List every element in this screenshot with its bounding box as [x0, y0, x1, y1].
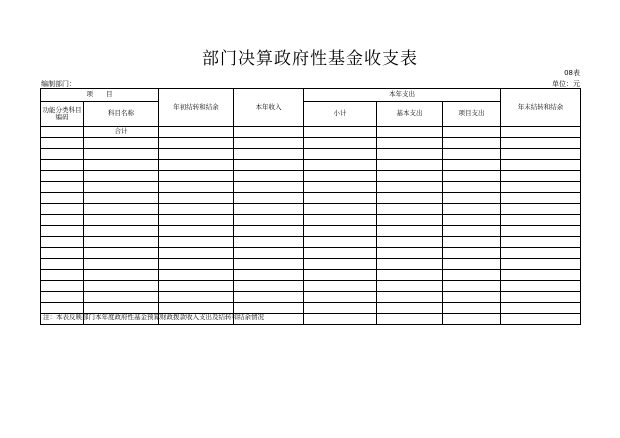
table-cell — [377, 149, 443, 160]
table-cell — [84, 237, 159, 248]
table-cell — [41, 292, 84, 303]
table-cell — [377, 303, 443, 314]
table-cell — [443, 270, 501, 281]
table-cell — [159, 226, 234, 237]
table-row — [41, 182, 581, 193]
table-cell — [234, 182, 304, 193]
table-cell — [84, 292, 159, 303]
table-row — [41, 270, 581, 281]
table-cell — [84, 281, 159, 292]
table-cell — [443, 160, 501, 171]
table-row — [41, 237, 581, 248]
table-cell — [41, 281, 84, 292]
table-cell — [443, 193, 501, 204]
table-cell — [159, 193, 234, 204]
table-cell — [304, 204, 377, 215]
table-cell — [501, 127, 581, 138]
table-cell — [84, 160, 159, 171]
table-cell — [501, 138, 581, 149]
table-cell — [159, 237, 234, 248]
table-cell — [41, 270, 84, 281]
table-cell — [443, 138, 501, 149]
table-cell — [84, 182, 159, 193]
table-cell — [377, 259, 443, 270]
table-cell — [234, 193, 304, 204]
table-cell — [377, 204, 443, 215]
table-cell — [377, 248, 443, 259]
table-cell — [84, 193, 159, 204]
table-row — [41, 149, 581, 160]
table-cell — [501, 193, 581, 204]
table-cell — [377, 160, 443, 171]
table-cell — [234, 127, 304, 138]
table-cell — [41, 226, 84, 237]
table-cell — [41, 204, 84, 215]
table-cell — [377, 138, 443, 149]
header-row-1 — [41, 89, 581, 102]
table-cell — [84, 226, 159, 237]
table-cell — [377, 281, 443, 292]
table-row — [41, 226, 581, 237]
table-row — [41, 281, 581, 292]
header-subtotal: 小计 — [304, 102, 377, 127]
table-cell — [443, 281, 501, 292]
table-cell — [377, 237, 443, 248]
table-cell — [377, 215, 443, 226]
table-cell — [159, 215, 234, 226]
table-cell — [443, 259, 501, 270]
table-cell — [159, 259, 234, 270]
table-cell — [443, 314, 501, 325]
table-cell — [159, 248, 234, 259]
table-cell — [84, 248, 159, 259]
table-cell — [159, 182, 234, 193]
table-cell — [501, 160, 581, 171]
table-cell — [501, 149, 581, 160]
table-cell — [443, 171, 501, 182]
table-cell — [234, 270, 304, 281]
table-cell — [84, 171, 159, 182]
table-cell — [501, 237, 581, 248]
header-project-exp: 项目支出 — [443, 102, 501, 127]
table-cell — [234, 237, 304, 248]
table-cell — [234, 138, 304, 149]
table-row — [41, 193, 581, 204]
table-cell — [501, 226, 581, 237]
table-row — [41, 215, 581, 226]
table-cell — [41, 160, 84, 171]
table-cell — [501, 204, 581, 215]
table-row — [41, 171, 581, 182]
table-cell — [234, 248, 304, 259]
table-cell — [41, 182, 84, 193]
table-cell — [443, 215, 501, 226]
table-row — [41, 138, 581, 149]
table-cell — [159, 127, 234, 138]
table-cell — [377, 226, 443, 237]
header-subject-name: 科目名称 — [84, 102, 159, 127]
table-cell — [443, 204, 501, 215]
table-cell — [41, 127, 84, 138]
table-cell — [377, 292, 443, 303]
table-cell — [41, 171, 84, 182]
table-cell — [234, 226, 304, 237]
table-cell — [84, 270, 159, 281]
table-cell — [443, 303, 501, 314]
table-row — [41, 248, 581, 259]
table-cell — [443, 226, 501, 237]
table-cell — [304, 138, 377, 149]
fund-table — [40, 88, 581, 325]
table-cell — [501, 215, 581, 226]
table-cell — [159, 138, 234, 149]
table-cell — [501, 270, 581, 281]
table-cell — [377, 314, 443, 325]
table-cell — [304, 193, 377, 204]
header-opening-balance: 年初结转和结余 — [159, 89, 234, 127]
table-row — [41, 160, 581, 171]
header-basic-exp: 基本支出 — [377, 102, 443, 127]
table-cell — [41, 259, 84, 270]
table-cell — [304, 314, 377, 325]
table-cell — [377, 270, 443, 281]
page-title: 部门决算政府性基金收支表 — [202, 49, 418, 69]
table-cell — [501, 171, 581, 182]
table-cell — [501, 259, 581, 270]
table-cell — [304, 171, 377, 182]
table-cell — [304, 292, 377, 303]
table-cell — [234, 215, 304, 226]
table-cell — [159, 292, 234, 303]
table-cell — [377, 182, 443, 193]
table-cell — [159, 149, 234, 160]
table-cell — [84, 138, 159, 149]
table-cell — [304, 303, 377, 314]
table-cell — [443, 127, 501, 138]
table-cell — [41, 215, 84, 226]
table-cell — [304, 259, 377, 270]
table-cell — [443, 248, 501, 259]
table-cell — [41, 138, 84, 149]
header-row-2 — [41, 102, 581, 127]
table-row — [41, 292, 581, 303]
table-cell — [377, 171, 443, 182]
table-cell — [304, 248, 377, 259]
table-cell — [501, 182, 581, 193]
table-cell — [377, 127, 443, 138]
table-cell — [443, 237, 501, 248]
table-cell — [234, 281, 304, 292]
table-cell — [41, 149, 84, 160]
table-cell — [234, 292, 304, 303]
table-cell — [304, 270, 377, 281]
table-cell — [501, 248, 581, 259]
table-cell — [443, 292, 501, 303]
table-cell — [377, 193, 443, 204]
table-cell — [159, 171, 234, 182]
table-cell — [234, 259, 304, 270]
table-cell — [443, 149, 501, 160]
department-label: 编制部门： — [41, 80, 76, 88]
header-income: 本年收入 — [234, 89, 304, 127]
table-cell — [304, 182, 377, 193]
table-cell: 合计 — [84, 127, 159, 138]
table-cell — [159, 270, 234, 281]
table-number: 08表 — [564, 69, 580, 77]
header-expenditure: 本年支出 — [304, 89, 501, 102]
table-cell — [84, 204, 159, 215]
header-closing-balance: 年末结转和结余 — [501, 89, 581, 127]
table-cell — [304, 226, 377, 237]
table-cell — [234, 149, 304, 160]
table-cell — [41, 248, 84, 259]
header-item: 项 目 — [41, 89, 159, 102]
table-cell — [84, 215, 159, 226]
table-cell — [501, 292, 581, 303]
table-cell — [501, 314, 581, 325]
table-cell — [304, 149, 377, 160]
table-cell — [159, 281, 234, 292]
header-func-code: 功能分类科目编码 — [41, 102, 84, 127]
table-row — [41, 259, 581, 270]
table-cell — [304, 127, 377, 138]
table-cell — [159, 160, 234, 171]
table-cell — [159, 204, 234, 215]
table-row — [41, 127, 581, 138]
footnote: 注：本表反映部门本年度政府性基金预算财政拨款收入支出及结转和结余情况 — [43, 313, 264, 321]
table-cell — [84, 259, 159, 270]
table-cell — [501, 303, 581, 314]
table-cell — [304, 160, 377, 171]
table-cell — [234, 204, 304, 215]
table-cell — [234, 160, 304, 171]
table-cell — [41, 193, 84, 204]
table-cell — [84, 149, 159, 160]
table-cell — [304, 237, 377, 248]
table-cell — [304, 215, 377, 226]
unit-label: 单位：元 — [552, 80, 580, 88]
table-cell — [443, 182, 501, 193]
table-row — [41, 204, 581, 215]
table-cell — [234, 171, 304, 182]
table-cell — [501, 281, 581, 292]
table-cell — [41, 237, 84, 248]
table-cell — [304, 281, 377, 292]
